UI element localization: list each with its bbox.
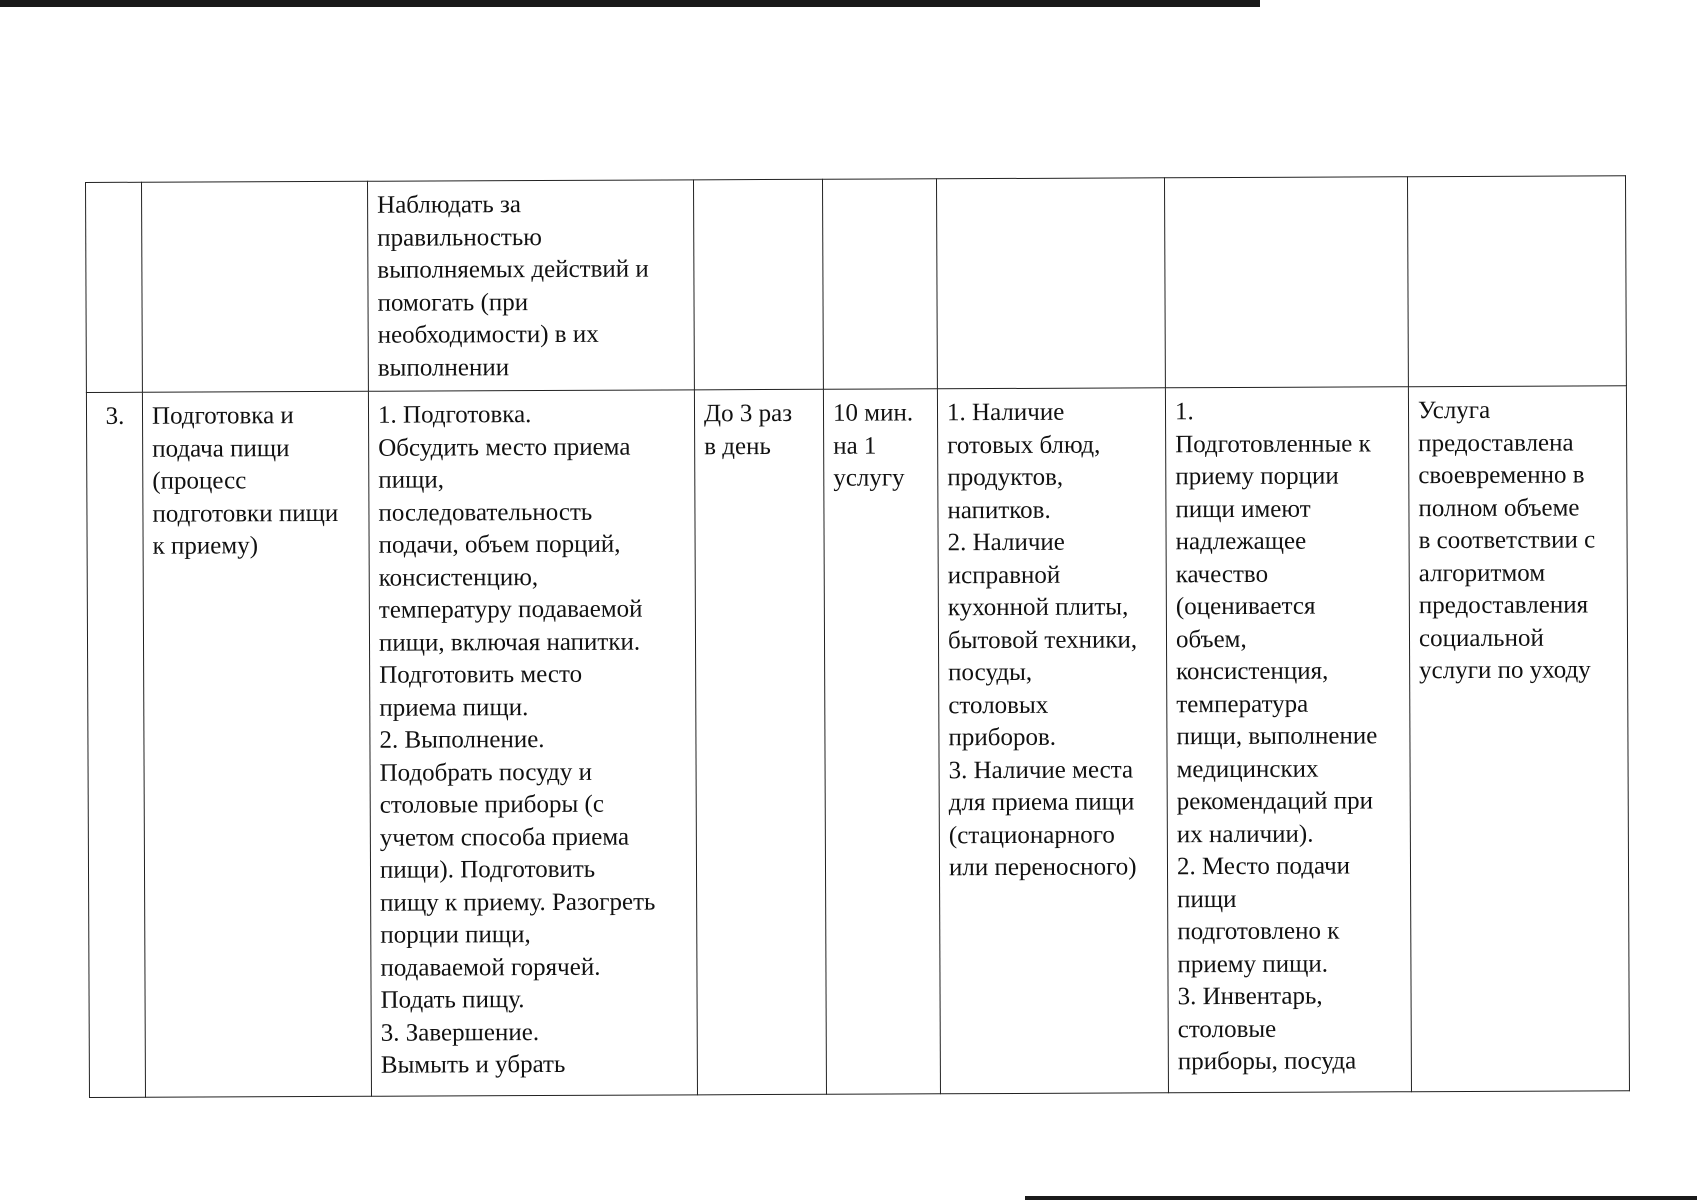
cell-result [1407,176,1626,387]
table-row [86,386,1629,1098]
cell-duration: 10 мин. на 1 услугу [823,389,940,1094]
scan-edge-top [0,0,1260,7]
cell-result: Услуга предоставлена своевременно в полном объеме в соответствии с алгоритмом предоставления социальной услуги по уходу [1408,386,1629,1092]
cell-conditions [936,178,1165,389]
cell-number [86,182,143,392]
cell-duration [822,179,937,389]
cell-frequency [693,179,823,390]
cell-conditions: 1. Наличие готовых блюд, продуктов, напитков. 2. Наличие исправной кухонной плиты, бытовой техники, посуды, столовых приборов. 3. Наличие места для приема пищи (стационарного или переносного) [937,388,1168,1094]
cell-actions: Наблюдать за правильностью выполняемых действий и помогать (при необходимости) в их выполнении [367,180,694,391]
table-row [86,176,1627,393]
cell-frequency: До 3 раз в день [694,389,826,1095]
cell-service-name: Подготовка и подача пищи (процесс подготовки пищи к приему) [142,391,371,1097]
cell-quality [1164,177,1408,388]
scan-edge-bottom [1025,1196,1697,1200]
cell-quality: 1. Подготовленные к приему порции пищи имеют надлежащее качество (оценивается объем, консистенция, температура пищи, выполнение медицинских рекомендаций при их наличии). 2. Место подачи пищи подготовлено к приему пищи. 3. Инвентарь, столовые приборы, посуда [1165,387,1411,1093]
cell-actions: 1. Подготовка. Обсудить место приема пищи, последовательность подачи, объем порций, консистенцию, температуру подаваемой пищи, включая напитки. Подготовить место приема пищи. 2. Выполнение. Подобрать посуду и столовые приборы (с учетом способа приема пищи). Подготовить пищу к приему. Разогреть порции пищи, подаваемой горячей. Подать пищу. 3. Завершение. Вымыть и убрать [368,390,697,1096]
services-table [85,175,1630,1098]
cell-service-name [142,181,369,392]
cell-number: 3. [86,392,145,1097]
